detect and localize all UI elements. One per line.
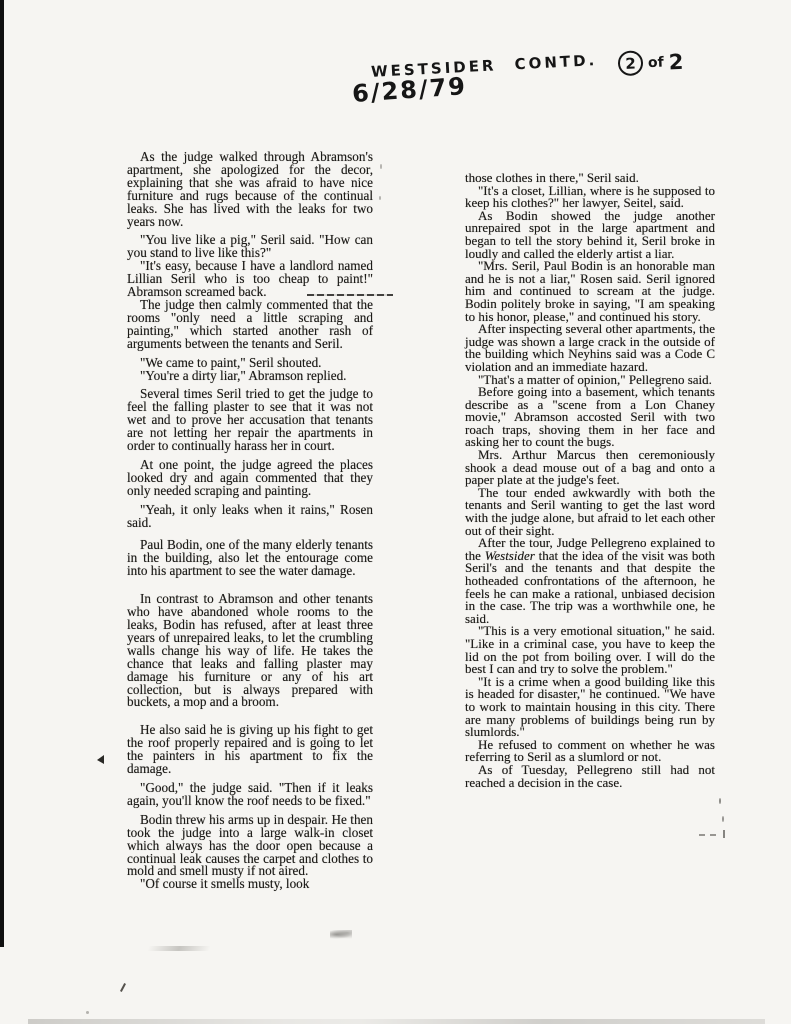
article-paragraph: The judge then calmly commented that the rooms "only need a little scraping and painting," which started another rash of arguments between the tenants and Seril.	[127, 296, 373, 351]
article-paragraph: "Yeah, it only leaks when it rains," Rosen said.	[127, 501, 373, 530]
page-of-text: of	[647, 54, 664, 71]
article-paragraph: Bodin threw his arms up in despair. He then took the judge into a large walk-in closet which always has the door open because a continual leak causes the carpet and clothes to mold and smell musty if not aired.	[127, 811, 373, 879]
article-paragraph: those clothes in there," Seril said.	[465, 170, 639, 185]
article-paragraph: Several times Seril tried to get the judge to feel the falling plaster to see that it was not wet and to prove her accusation that tenants are not letting her repair the apartments in order to continually harass her in court.	[127, 386, 373, 454]
article-paragraph: "Mrs. Seril, Paul Bodin is an honorable man and he is not a liar," Rosen said. Seril ignored him and continued to scream at the judge. Bodin politely broke in saying, "I am speaking to his honor, please," and continued his story.	[465, 258, 715, 324]
article-paragraph: After inspecting several other apartments, the judge was shown a large crack in the outside of the building which Neyhins said was a Code C violation and an immediate hazard.	[465, 321, 715, 374]
dash-marks-artifact	[699, 834, 719, 836]
handwritten-page-number	[618, 49, 684, 76]
article-paragraph: "It's easy, because I have a landlord named Lillian Seril who is too cheap to paint!" Abramson screamed back.	[127, 258, 373, 300]
article-paragraph: "It's a closet, Lillian, where is he supposed to keep his clothes?" her lawyer, Seitel, said.	[465, 182, 715, 211]
article-column-left	[127, 151, 373, 891]
article-paragraph: "We came to paint," Seril shouted.	[140, 354, 322, 370]
article-column-right	[465, 172, 715, 789]
article-paragraph: In contrast to Abramson and other tenants who have abandoned whole rooms to the leaks, Bodin has refused, after at least three years of unrepaired leaks, to let the crumbling walls change his way of life. He takes the chance that leaks and falling plaster may damage his furniture or any of his art collection, but is always prepared with buckets, a mop and a broom.	[127, 591, 373, 710]
circled-page-number: 2	[618, 50, 644, 76]
article-paragraph: "Of course it smells musty, look	[140, 876, 310, 892]
handwritten-article-title: WESTSIDER CONTD.	[370, 51, 598, 81]
article-paragraph: As the judge walked through Abramson's apartment, she apologized for the decor, explaining that she was afraid to have nice furniture and rugs because of the continual leaks. She has lived with the leaks for two years now.	[127, 149, 373, 229]
handwritten-date: 6/28/79	[351, 72, 468, 108]
article-paragraph: "This is a very emotional situation," he said. "Like in a criminal case, you have to keep the lid on the pot from boiling over. I will do the best I can and try to solve the problem."	[465, 623, 715, 677]
article-paragraph: "It is a crime when a good building like this is headed for disaster," he continued. "We have to work to maintain housing in this city. There are many problems of buildings being run by slumlords."	[465, 673, 715, 740]
article-paragraph: Paul Bodin, one of the many elderly tenants in the building, also let the entourage come into his apartment to see the water damage.	[127, 537, 373, 579]
article-paragraph: Mrs. Arthur Marcus then ceremoniously shook a dead mouse out of a bag and onto a paper plate at the judge's feet.	[465, 447, 715, 488]
ink-speck-artifact	[722, 816, 724, 822]
article-paragraph: The tour ended awkwardly with both the tenants and Seril wanting to get the last word with the judge alone, but afraid to let each other out of their sight.	[465, 484, 715, 538]
page-total-number: 2	[668, 49, 684, 74]
ink-speck-artifact	[379, 196, 381, 200]
article-paragraph: "Good," the judge said. "Then if it leaks again, you'll know the roof needs to be fixed."	[127, 779, 373, 808]
article-paragraph: As Bodin showed the judge another unrepaired spot in the large apartment and began to tell the story behind it, Seril broke in loudly and called the elderly artist a liar.	[465, 207, 715, 261]
scan-shadow-band-artifact	[28, 1019, 765, 1024]
pen-tick-artifact	[120, 983, 126, 992]
article-paragraph: At one point, the judge agreed the places looked dry and again commented that they only needed scraping and painting.	[127, 456, 373, 498]
margin-mark-artifact	[97, 755, 104, 764]
article-paragraph: He also said he is giving up his fight to get the roof properly repaired and is going to let the painters in his apartment to fix the damage.	[127, 722, 373, 777]
article-paragraph: After the tour, Judge Pellegreno explained to the Westsider that the idea of the visit was both Seril's and the tenants and that despite the hotheaded confrontations of the afternoon, he feels he can make a rational, unbiased decision in the case. The trip was a worthwhile one, he said.	[465, 535, 715, 626]
ink-smudge-artifact	[330, 930, 352, 939]
ink-speck-artifact	[86, 1011, 89, 1014]
cut-mark-line-artifact	[307, 294, 393, 296]
article-paragraph: "That's a matter of opinion," Pellegreno said.	[478, 371, 712, 387]
photocopy-edge-artifact	[0, 0, 4, 947]
ink-speck-artifact	[719, 798, 721, 804]
article-paragraph: As of Tuesday, Pellegreno still had not reached a decision in the case.	[465, 761, 715, 790]
ink-speck-artifact	[380, 164, 382, 169]
article-paragraph: He refused to comment on whether he was referring to Seril as a slumlord or not.	[465, 736, 715, 765]
article-paragraph: Before going into a basement, which tenants describe as a "scene from a Lon Chaney movie," Abramson accosted Seril with two roach traps, shoving them in her face and asking her to count the bugs.	[465, 384, 715, 450]
ink-speck-artifact	[723, 830, 725, 838]
article-paragraph: "You live like a pig," Seril said. "How can you stand to live like this?"	[127, 232, 373, 261]
ink-smudge-artifact	[147, 946, 211, 951]
article-paragraph: "You're a dirty liar," Abramson replied.	[140, 367, 347, 383]
